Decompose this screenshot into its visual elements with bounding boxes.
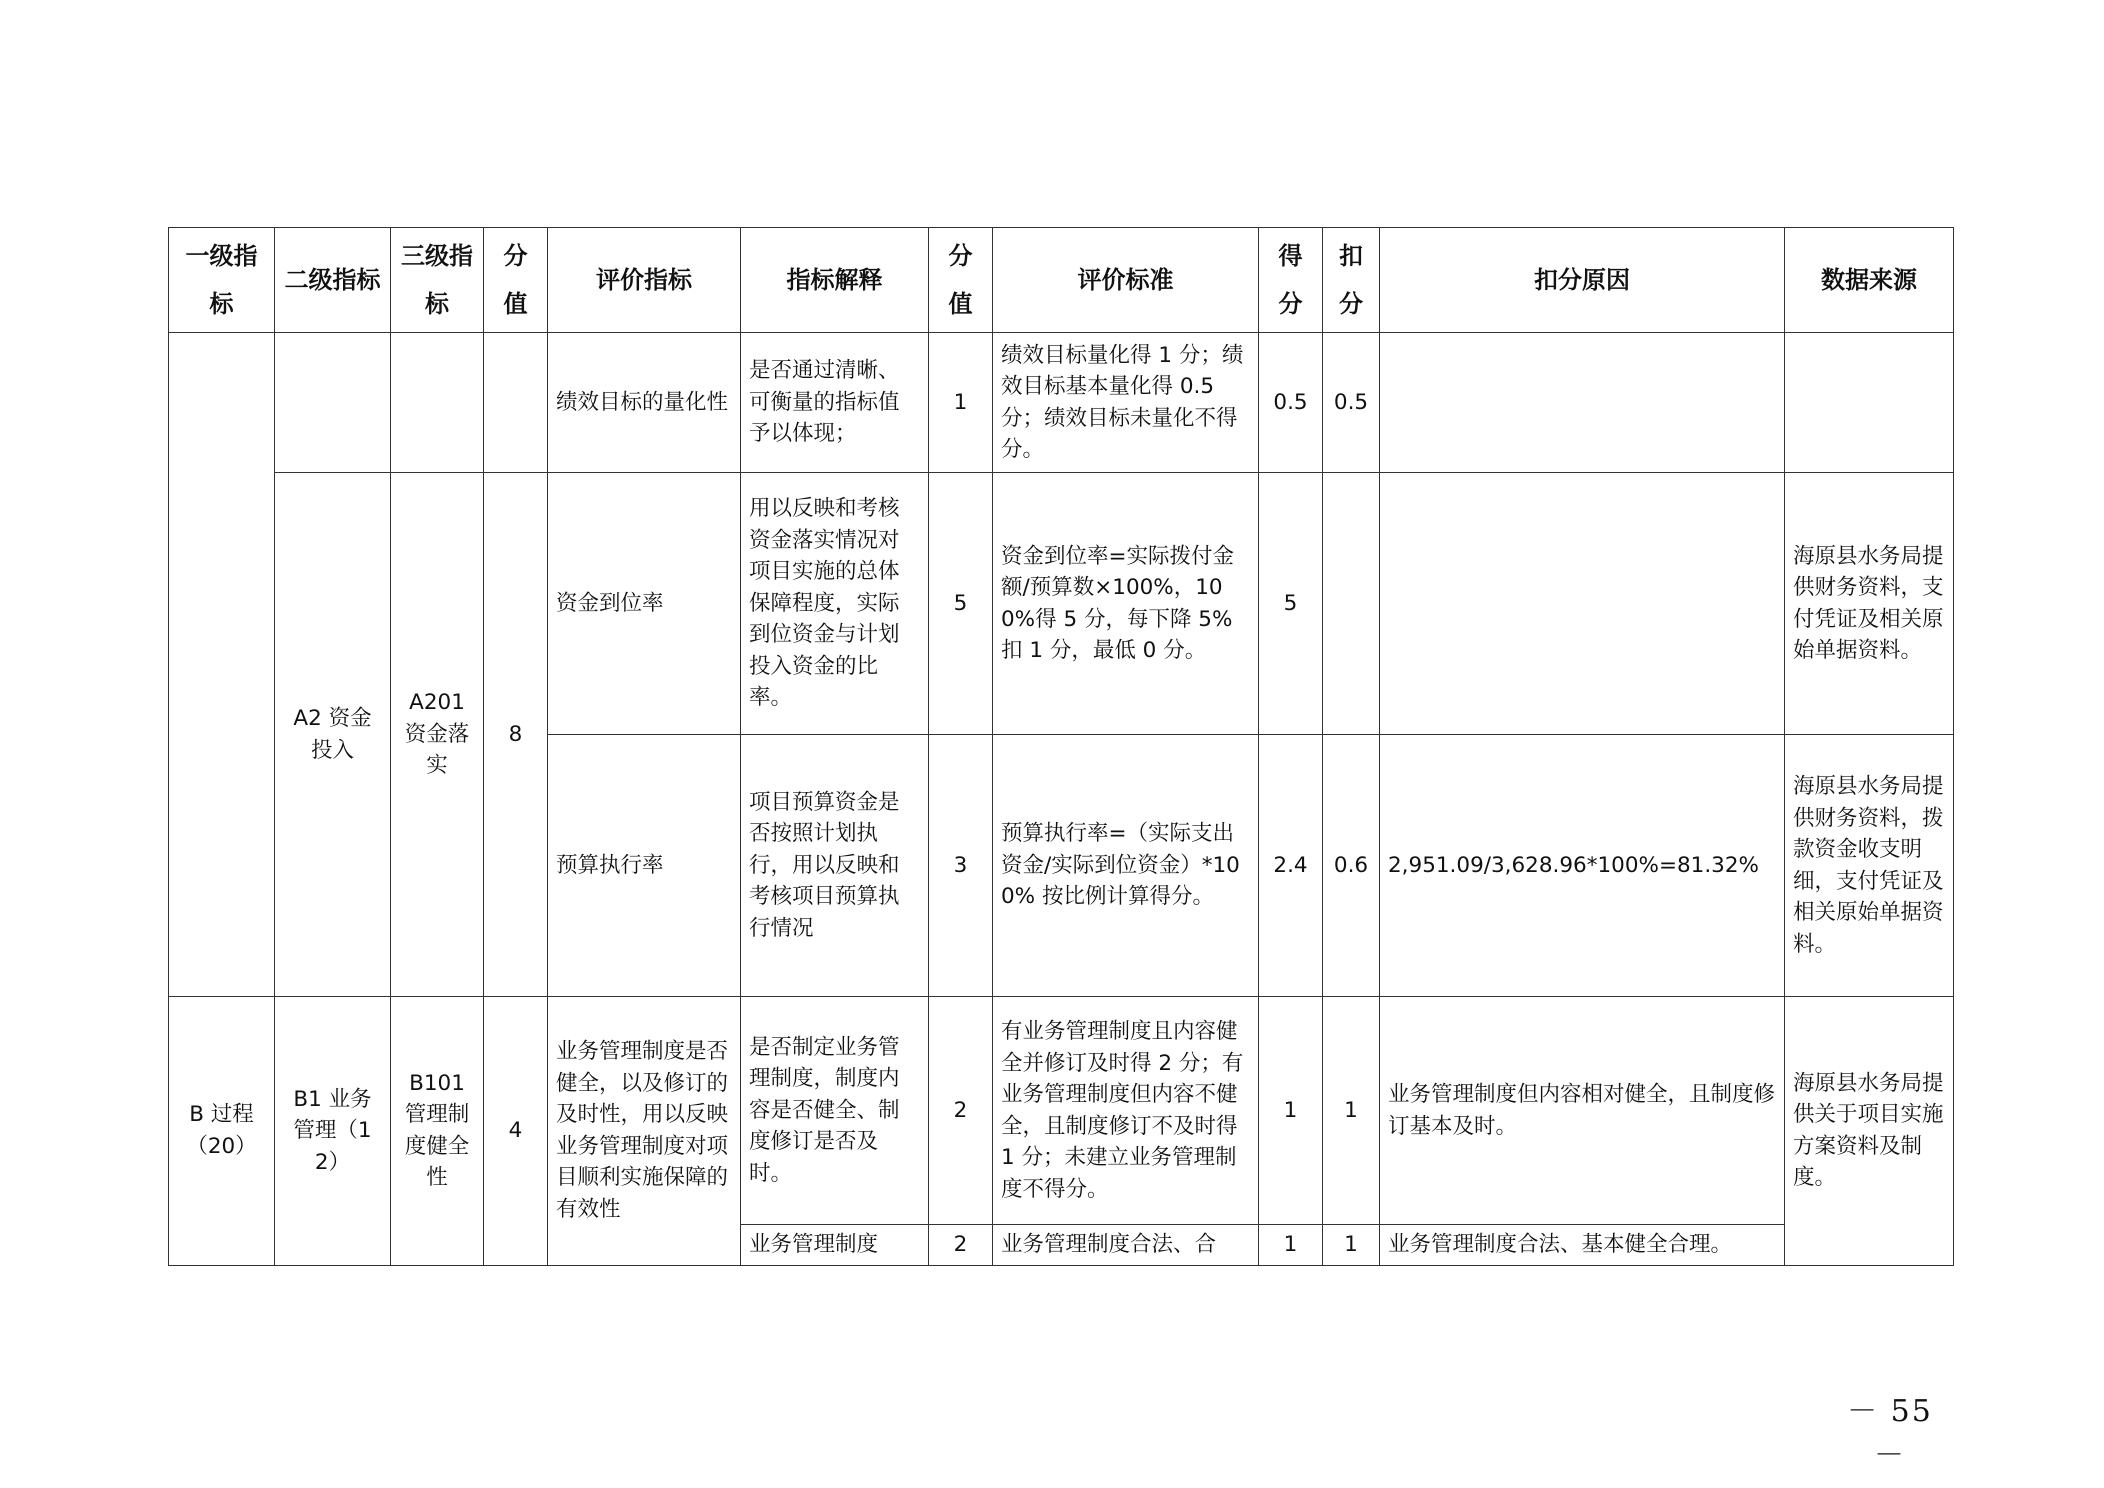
header-level1: 一级指标	[169, 228, 275, 333]
score-cell: 1	[1259, 1225, 1323, 1266]
explain-cell: 用以反映和考核资金落实情况对项目实施的总体保障程度，实际到位资金与计划投入资金的比率。	[741, 473, 929, 735]
indicator-cell: 预算执行率	[548, 735, 741, 997]
source-cell: 海原县水务局提供财务资料，支付凭证及相关原始单据资料。	[1785, 473, 1954, 735]
reason-cell	[1380, 333, 1785, 473]
page-number: － 55 －	[1847, 1394, 1933, 1473]
score-cell: 2.4	[1259, 735, 1323, 997]
explain-cell: 是否制定业务管理制度，制度内容是否健全、制度修订是否及时。	[741, 997, 929, 1225]
level1-cell-a	[169, 333, 275, 997]
standard-cell: 有业务管理制度且内容健全并修订及时得 2 分；有业务管理制度但内容不健全，且制度修订不及时得 1 分；未建立业务管理制度不得分。	[993, 997, 1259, 1225]
reason-cell: 业务管理制度合法、基本健全合理。	[1380, 1225, 1785, 1266]
header-source: 数据来源	[1785, 228, 1954, 333]
header-explain: 指标解释	[741, 228, 929, 333]
explain-cell: 业务管理制度	[741, 1225, 929, 1266]
indicator-cell: 绩效目标的量化性	[548, 333, 741, 473]
level2-cell: B1 业务管理（12）	[275, 997, 391, 1266]
standard-cell: 预算执行率=（实际支出资金/实际到位资金）*100% 按比例计算得分。	[993, 735, 1259, 997]
value-cell: 1	[929, 333, 993, 473]
deduct-cell: 1	[1323, 997, 1380, 1225]
header-standard: 评价标准	[993, 228, 1259, 333]
reason-cell	[1380, 473, 1785, 735]
header-score: 得分	[1259, 228, 1323, 333]
score-cell: 1	[1259, 997, 1323, 1225]
level2-cell: A2 资金投入	[275, 473, 391, 997]
header-level2: 二级指标	[275, 228, 391, 333]
deduct-cell: 0.6	[1323, 735, 1380, 997]
score-cell: 0.5	[1259, 333, 1323, 473]
header-row	[169, 228, 1954, 333]
source-cell: 海原县水务局提供关于项目实施方案资料及制度。	[1785, 997, 1954, 1266]
level1-cell: B 过程（20）	[169, 997, 275, 1266]
source-cell: 海原县水务局提供财务资料，拨款资金收支明细，支付凭证及相关原始单据资料。	[1785, 735, 1954, 997]
table-row	[169, 473, 1954, 735]
standard-cell: 绩效目标量化得 1 分；绩效目标基本量化得 0.5 分；绩效目标未量化不得分。	[993, 333, 1259, 473]
value-cell: 2	[929, 1225, 993, 1266]
points-cell: 8	[484, 473, 548, 997]
source-cell	[1785, 333, 1954, 473]
header-points: 分值	[484, 228, 548, 333]
evaluation-table	[168, 227, 1954, 1266]
standard-cell: 资金到位率=实际拨付金额/预算数×100%，100%得 5 分，每下降 5%扣 1 分，最低 0 分。	[993, 473, 1259, 735]
table-row	[169, 997, 1954, 1225]
level3-cell: A201 资金落实	[391, 473, 484, 997]
points-cell: 4	[484, 997, 548, 1266]
explain-cell: 是否通过清晰、可衡量的指标值予以体现；	[741, 333, 929, 473]
level3-cell: B101 管理制度健全性	[391, 997, 484, 1266]
reason-cell: 2,951.09/3,628.96*100%=81.32%	[1380, 735, 1785, 997]
indicator-cell: 业务管理制度是否健全，以及修订的及时性，用以反映业务管理制度对项目顺利实施保障的有效性	[548, 997, 741, 1266]
deduct-cell	[1323, 473, 1380, 735]
value-cell: 2	[929, 997, 993, 1225]
standard-cell: 业务管理制度合法、合	[993, 1225, 1259, 1266]
level3-cell-empty	[391, 333, 484, 473]
reason-cell: 业务管理制度但内容相对健全，且制度修订基本及时。	[1380, 997, 1785, 1225]
header-value: 分值	[929, 228, 993, 333]
table-row	[169, 333, 1954, 473]
header-indicator: 评价指标	[548, 228, 741, 333]
explain-cell: 项目预算资金是否按照计划执行，用以反映和考核项目预算执行情况	[741, 735, 929, 997]
value-cell: 3	[929, 735, 993, 997]
value-cell: 5	[929, 473, 993, 735]
indicator-cell: 资金到位率	[548, 473, 741, 735]
header-deduct: 扣分	[1323, 228, 1380, 333]
level2-cell-empty	[275, 333, 391, 473]
header-reason: 扣分原因	[1380, 228, 1785, 333]
score-cell: 5	[1259, 473, 1323, 735]
points-cell-empty	[484, 333, 548, 473]
deduct-cell: 1	[1323, 1225, 1380, 1266]
header-level3: 三级指标	[391, 228, 484, 333]
deduct-cell: 0.5	[1323, 333, 1380, 473]
